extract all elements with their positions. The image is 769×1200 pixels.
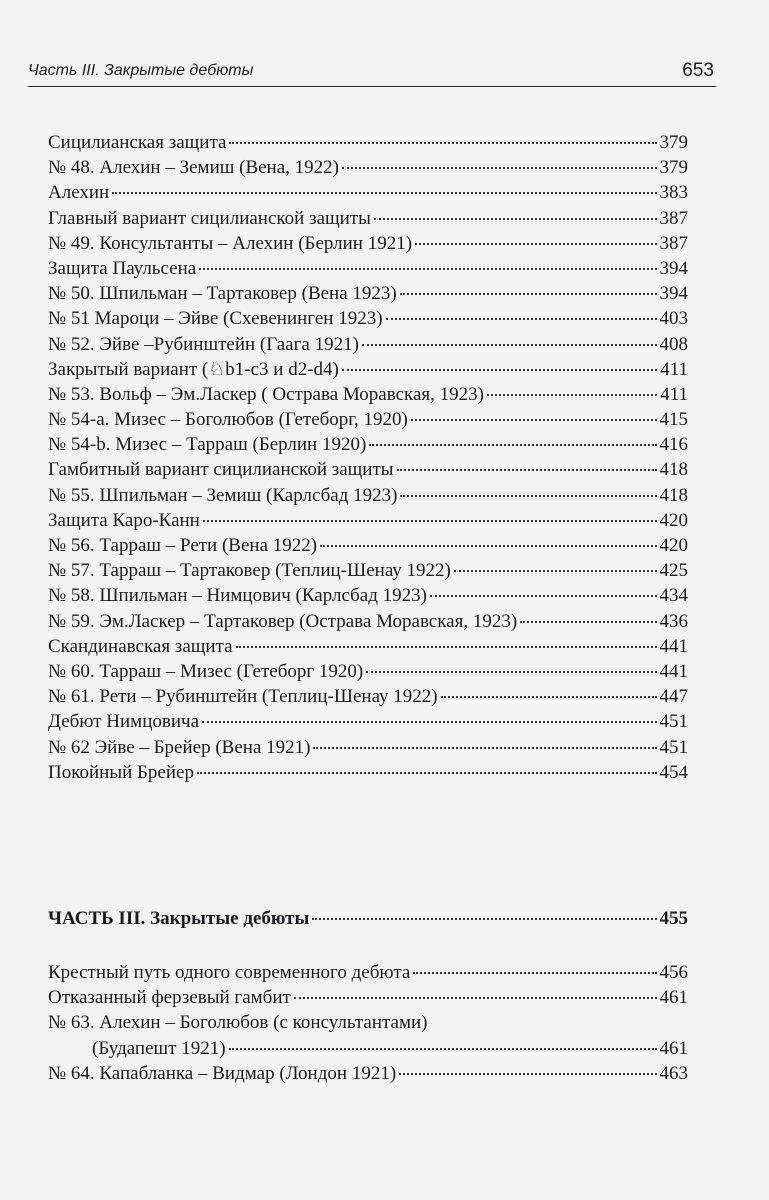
toc-entry-title: (Будапешт 1921) xyxy=(92,1037,226,1059)
leader-dots xyxy=(197,772,657,774)
toc-entry-title: Главный вариант сицилианской защиты xyxy=(48,207,371,229)
leader-dots xyxy=(413,972,656,974)
leader-dots xyxy=(199,268,656,270)
toc-entry-title: № 61. Рети – Рубинштейн (Теплиц-Шенау 1922) xyxy=(48,686,438,708)
toc-entry-page: 434 xyxy=(659,585,688,607)
toc-entry-page: 441 xyxy=(659,660,688,682)
toc-entry xyxy=(48,155,688,180)
toc-entry xyxy=(48,985,688,1010)
toc-entry xyxy=(48,130,688,155)
toc-entry-title: № 50. Шпильман – Тартаковер (Вена 1923) xyxy=(48,283,397,305)
toc-entry-page: 379 xyxy=(659,132,688,153)
toc-entry xyxy=(48,483,688,508)
toc-entry xyxy=(48,1010,688,1035)
leader-dots xyxy=(236,646,657,648)
toc-entry-page: 387 xyxy=(659,232,688,254)
leader-dots xyxy=(362,344,657,346)
toc-entry-title: № 57. Тарраш – Тартаковер (Теплиц-Шенау 1922) xyxy=(48,560,451,582)
part-page: 455 xyxy=(659,908,688,929)
toc-entry xyxy=(48,457,688,482)
toc-entry xyxy=(48,709,688,734)
toc-entry-title: № 59. Эм.Ласкер – Тартаковер (Острава Моравская, 1923) xyxy=(48,610,518,632)
toc-entry-title: № 63. Алехин – Боголюбов (с консультантами) xyxy=(48,1012,428,1034)
toc-entry-title: Гамбитный вариант сицилианской защиты xyxy=(48,459,394,481)
leader-dots xyxy=(203,520,657,522)
toc-entry-page: 418 xyxy=(659,459,688,481)
leader-dots xyxy=(112,192,656,194)
part-heading xyxy=(48,905,688,933)
toc-entry xyxy=(48,231,688,256)
toc-entry-page: 379 xyxy=(659,157,688,179)
toc-entry xyxy=(48,558,688,583)
toc-entry-page: 383 xyxy=(659,182,688,204)
toc-entry xyxy=(48,306,688,331)
leader-dots xyxy=(430,595,657,597)
toc-entry-page: 461 xyxy=(659,1037,688,1059)
toc-entry-title: Крестный путь одного современного дебюта xyxy=(48,962,411,983)
toc-entry-title: Отказанный ферзевый гамбит xyxy=(48,987,291,1009)
toc-entry-title: Сицилианская защита xyxy=(48,132,227,153)
leader-dots xyxy=(342,369,657,371)
toc-entry-page: 420 xyxy=(659,509,688,531)
leader-dots xyxy=(229,142,656,144)
leader-dots xyxy=(386,318,657,320)
leader-dots xyxy=(400,495,656,497)
toc-entry-page: 451 xyxy=(659,736,688,758)
toc-entry xyxy=(48,281,688,306)
toc-entry xyxy=(48,533,688,558)
toc-entry xyxy=(48,206,688,231)
leader-dots xyxy=(374,218,657,220)
toc-entry-page: 420 xyxy=(659,535,688,556)
toc-part-row xyxy=(48,905,688,933)
toc-entry-title: Защита Каро-Канн xyxy=(48,509,200,531)
toc-entry xyxy=(48,432,688,457)
toc-entry-page: 447 xyxy=(659,686,688,708)
running-header-title: Часть III. Закрытые дебюты xyxy=(28,62,254,79)
leader-dots xyxy=(294,997,657,999)
leader-dots xyxy=(441,696,657,698)
leader-dots xyxy=(366,671,656,673)
toc-entry-page: 454 xyxy=(659,761,688,783)
toc-entry-page: 411 xyxy=(660,383,688,405)
page-number: 653 xyxy=(682,60,714,81)
leader-dots xyxy=(369,444,656,446)
toc-entry-page: 463 xyxy=(659,1062,688,1084)
leader-dots xyxy=(229,1048,657,1050)
toc-entry xyxy=(48,659,688,684)
toc-entry-page: 456 xyxy=(659,962,688,983)
toc-entry-title: Алехин xyxy=(48,182,110,204)
toc-entry-title: № 49. Консультанты – Алехин (Берлин 1921) xyxy=(48,232,413,254)
toc-entry-title: № 48. Алехин – Земиш (Вена, 1922) xyxy=(48,157,339,179)
table-of-contents-continued xyxy=(48,960,688,1086)
toc-entry xyxy=(48,735,688,760)
leader-dots xyxy=(399,1073,656,1075)
toc-entry-page: 387 xyxy=(659,207,688,229)
toc-entry xyxy=(48,332,688,357)
leader-dots xyxy=(411,419,657,421)
toc-entry-title: Дебют Нимцовича xyxy=(48,711,199,733)
toc-entry-title: № 54-b. Мизес – Тарраш (Берлин 1920) xyxy=(48,434,367,456)
toc-entry-page: 408 xyxy=(659,333,688,355)
toc-entry-title: Закрытый вариант (♘b1-c3 и d2-d4) xyxy=(48,358,339,380)
toc-entry-page: 461 xyxy=(659,987,688,1009)
toc-entry-page: 416 xyxy=(659,434,688,456)
toc-entry xyxy=(48,256,688,281)
toc-entry-page: 394 xyxy=(659,283,688,305)
leader-dots xyxy=(520,621,656,623)
toc-entry-title: № 54-а. Мизес – Боголюбов (Гетеборг, 1920) xyxy=(48,409,408,431)
leader-dots xyxy=(342,167,657,169)
toc-entry xyxy=(48,180,688,205)
toc-entry-page: 425 xyxy=(659,560,688,582)
toc-entry-page: 411 xyxy=(660,358,688,380)
leader-dots xyxy=(487,394,657,396)
toc-entry-title: № 51 Мароци – Эйве (Схевенинген 1923) xyxy=(48,308,383,330)
toc-entry xyxy=(48,960,688,985)
leader-dots xyxy=(454,570,657,572)
toc-entry xyxy=(48,407,688,432)
toc-entry-title: № 60. Тарраш – Мизес (Гетеборг 1920) xyxy=(48,660,364,682)
toc-entry-title: № 62 Эйве – Брейер (Вена 1921) xyxy=(48,736,311,758)
toc-entry-title: № 64. Капабланка – Видмар (Лондон 1921) xyxy=(48,1062,397,1084)
toc-entry xyxy=(48,760,688,785)
toc-entry xyxy=(48,382,688,407)
leader-dots xyxy=(313,747,656,749)
toc-entry-page: 418 xyxy=(659,484,688,506)
toc-entry-page: 441 xyxy=(659,635,688,657)
toc-entry xyxy=(48,357,688,382)
toc-entry xyxy=(48,583,688,608)
toc-entry xyxy=(48,634,688,659)
leader-dots xyxy=(415,243,656,245)
toc-entry xyxy=(48,609,688,634)
toc-entry-page: 403 xyxy=(659,308,688,330)
toc-entry xyxy=(48,1061,688,1086)
toc-entry-page: 451 xyxy=(659,711,688,733)
toc-entry-title: № 56. Тарраш – Рети (Вена 1922) xyxy=(48,535,318,556)
toc-entry-title: № 52. Эйве –Рубинштейн (Гаага 1921) xyxy=(48,333,359,355)
toc-entry xyxy=(48,508,688,533)
toc-entry xyxy=(48,1036,688,1061)
toc-entry-title: № 53. Вольф – Эм.Ласкер ( Острава Моравская, 1923) xyxy=(48,383,484,405)
leader-dots xyxy=(400,293,657,295)
toc-entry-title: № 58. Шпильман – Нимцович (Карлсбад 1923) xyxy=(48,585,427,607)
leader-dots xyxy=(397,469,657,471)
table-of-contents xyxy=(48,130,688,785)
toc-entry-title: Защита Паульсена xyxy=(48,257,197,279)
toc-entry xyxy=(48,684,688,709)
running-header xyxy=(28,56,716,87)
leader-dots xyxy=(312,918,656,920)
toc-entry-title: № 55. Шпильман – Земиш (Карлсбад 1923) xyxy=(48,484,398,506)
toc-entry-page: 415 xyxy=(659,409,688,431)
toc-entry-page: 394 xyxy=(659,257,688,279)
toc-entry-title: Покойный Брейер xyxy=(48,761,194,783)
toc-entry-page: 436 xyxy=(659,610,688,632)
toc-entry-title: Скандинавская защита xyxy=(48,635,233,657)
part-title: ЧАСТЬ III. Закрытые дебюты xyxy=(48,908,310,929)
leader-dots xyxy=(320,545,656,547)
leader-dots xyxy=(202,721,657,723)
